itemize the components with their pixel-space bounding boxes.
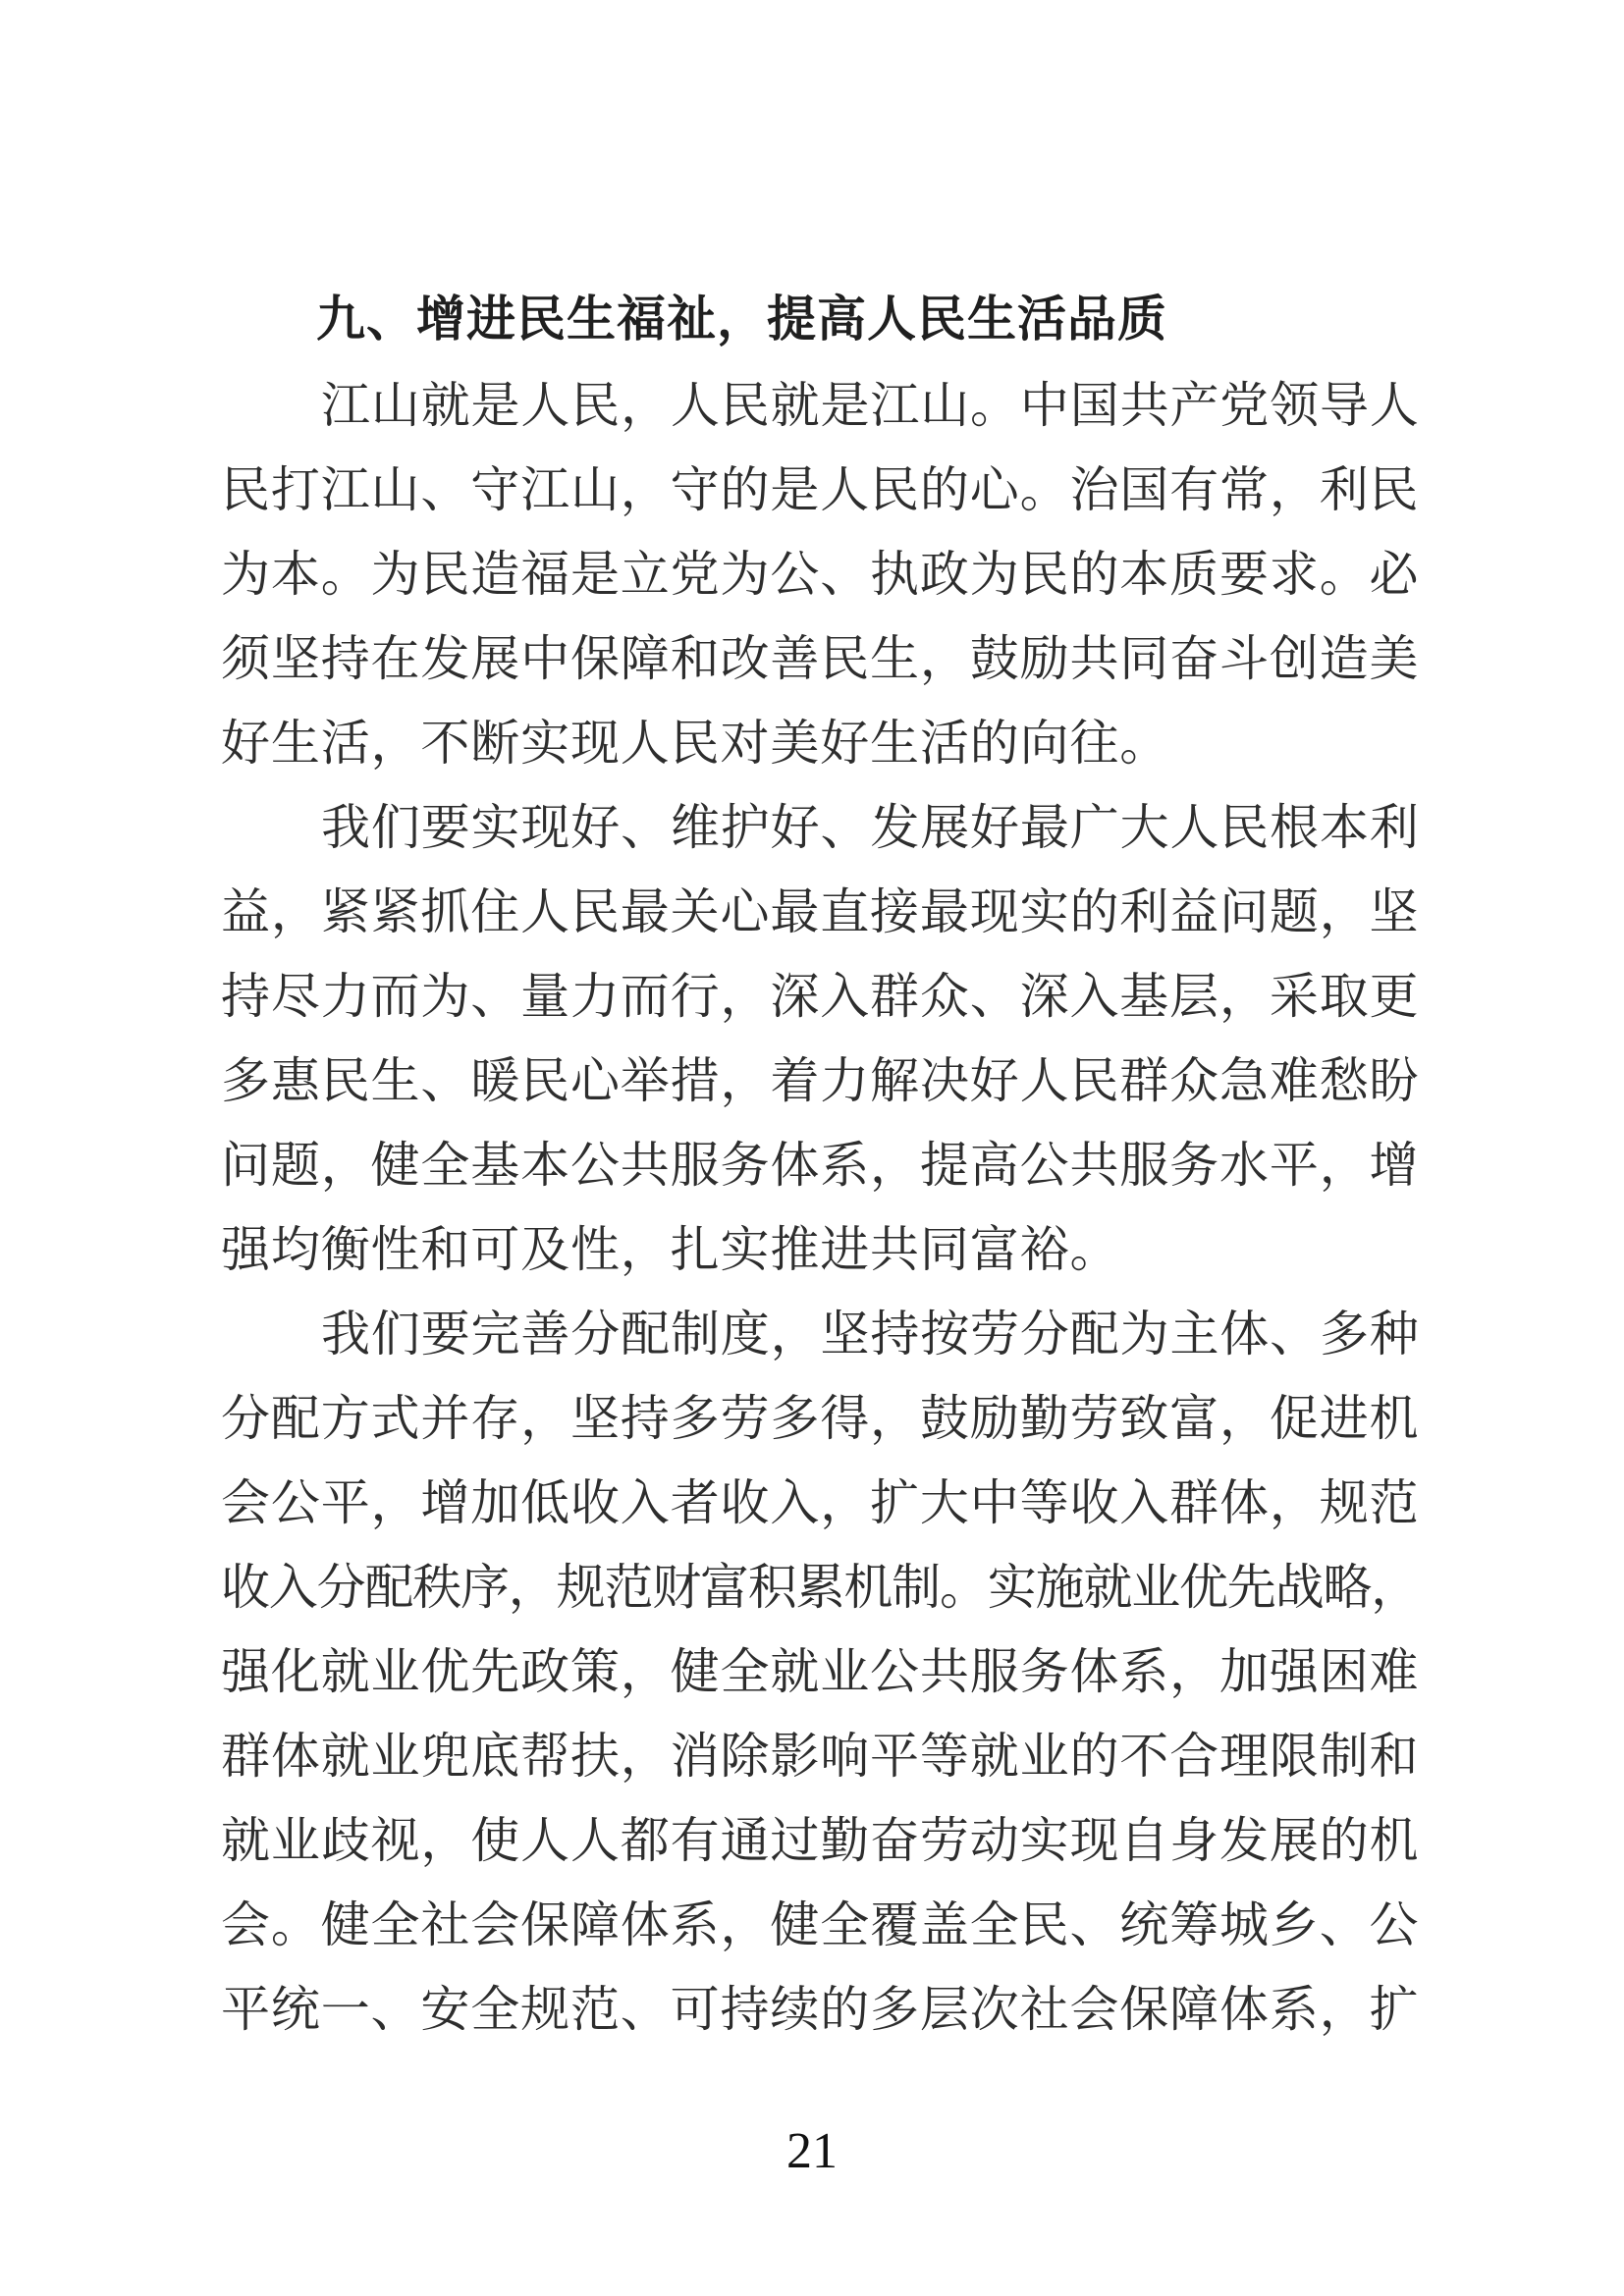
text-line: 平统一、安全规范、可持续的多层次社会保障体系，扩 <box>221 1982 1420 2037</box>
text-line: 益，紧紧抓住人民最关心最直接最现实的利益问题，坚 <box>221 884 1420 939</box>
text-line: 群体就业兜底帮扶，消除影响平等就业的不合理限制和 <box>221 1729 1420 1784</box>
text-line: 问题，健全基本公共服务体系，提高公共服务水平，增 <box>221 1138 1420 1193</box>
text-line: 强均衡性和可及性，扎实推进共同富裕。 <box>221 1222 1120 1277</box>
text-line: 持尽力而为、量力而行，深入群众、深入基层，采取更 <box>221 969 1420 1024</box>
section-heading: 九、增进民生福祉，提高人民生活品质 <box>316 292 1167 347</box>
text-line: 分配方式并存，坚持多劳多得，鼓励勤劳致富，促进机 <box>221 1391 1420 1446</box>
text-line: 须坚持在发展中保障和改善民生，鼓励共同奋斗创造美 <box>221 631 1420 686</box>
text-line: 会公平，增加低收入者收入，扩大中等收入群体，规范 <box>221 1475 1420 1530</box>
text-line: 好生活，不断实现人民对美好生活的向往。 <box>221 716 1170 771</box>
body-text-block <box>221 363 1419 2052</box>
text-line: 强化就业优先政策，健全就业公共服务体系，加强困难 <box>221 1644 1420 1699</box>
text-line: 为本。为民造福是立党为公、执政为民的本质要求。必 <box>221 547 1420 602</box>
text-line: 我们要实现好、维护好、发展好最广大人民根本利 <box>321 800 1420 855</box>
text-line: 收入分配秩序，规范财富积累机制。实施就业优先战略， <box>221 1560 1419 1615</box>
text-line: 江山就是人民，人民就是江山。中国共产党领导人 <box>321 378 1420 433</box>
text-line: 就业歧视，使人人都有通过勤奋劳动实现自身发展的机 <box>221 1813 1420 1868</box>
text-line: 我们要完善分配制度，坚持按劳分配为主体、多种 <box>321 1307 1420 1362</box>
text-line: 多惠民生、暖民心举措，着力解决好人民群众急难愁盼 <box>221 1053 1420 1108</box>
text-line: 民打江山、守江山，守的是人民的心。治国有常，利民 <box>221 462 1420 517</box>
text-line: 会。健全社会保障体系，健全覆盖全民、统筹城乡、公 <box>221 1897 1420 1952</box>
page-number: 21 <box>786 2123 838 2179</box>
